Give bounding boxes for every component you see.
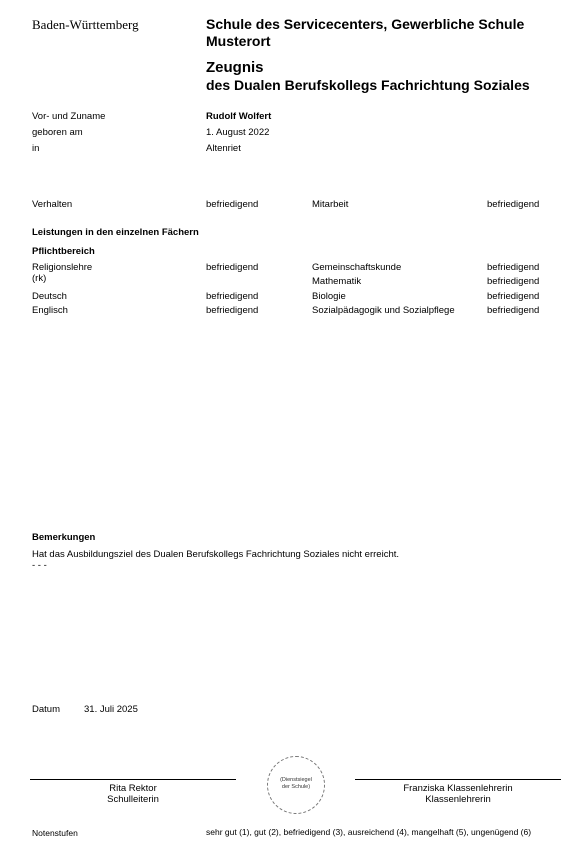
cooperation-label: Mitarbeit [312,199,349,210]
subject-social-studies: Gemeinschaftskunde [312,262,402,273]
signature-line-teacher [355,779,561,780]
principal-role: Schulleiterin [107,794,159,805]
place-value: Altenriet [206,143,241,154]
subject-math: Mathematik [312,276,362,287]
cooperation-value: befriedigend [487,199,540,210]
subject-religion: Religionslehre [32,262,93,273]
grading-scale-label: Notenstufen [32,828,78,838]
grade-biology: befriedigend [487,291,540,302]
remarks-filler: - - - [32,560,47,571]
subject-german: Deutsch [32,291,67,302]
name-label: Vor- und Zuname [32,111,106,122]
behavior-label: Verhalten [32,199,73,210]
school-name: Schule des Servicecenters, Gewerbliche Schule Musterort [206,16,525,49]
seal-text-line2: der Schule) [281,784,311,790]
subject-social-pedagogy: Sozialpädagogik und Sozialpflege [312,305,455,316]
date-value: 31. Juli 2025 [84,704,138,715]
grade-german: befriedigend [206,291,259,302]
signature-line-principal [30,779,236,780]
name-value: Rudolf Wolfert [206,111,272,122]
behavior-value: befriedigend [206,199,259,210]
teacher-name: Franziska Klassenlehrerin [403,783,513,794]
remarks-title: Bemerkungen [32,532,96,543]
grades-section-title: Leistungen in den einzelnen Fächern [32,227,199,238]
grade-social-pedagogy: befriedigend [487,305,540,316]
subject-religion-note: (rk) [32,273,47,284]
official-seal [267,756,325,814]
birth-label: geboren am [32,127,83,138]
grade-math: befriedigend [487,276,540,287]
document-title: Zeugnis [206,59,264,76]
birth-value: 1. August 2022 [206,127,270,138]
principal-name: Rita Rektor [109,783,157,794]
grade-english: befriedigend [206,305,259,316]
mandatory-area-title: Pflichtbereich [32,246,95,257]
grading-scale: sehr gut (1), gut (2), befriedigend (3), ausreichend (4), mangelhaft (5), ungenügend (6) [206,827,532,837]
date-label: Datum [32,704,60,715]
state-name: Baden-Württemberg [32,17,139,32]
seal-text-line1: (Dienstsiegel [280,777,312,783]
subject-english: Englisch [32,305,68,316]
teacher-role: Klassenlehrerin [425,794,491,805]
grade-social-studies: befriedigend [487,262,540,273]
subject-biology: Biologie [312,291,346,302]
remarks-text: Hat das Ausbildungsziel des Dualen Berufskollegs Fachrichtung Soziales nicht erreicht. [32,549,400,560]
grade-religion: befriedigend [206,262,259,273]
document-subtitle: des Dualen Berufskollegs Fachrichtung Soziales [206,77,530,93]
place-label: in [32,143,40,154]
